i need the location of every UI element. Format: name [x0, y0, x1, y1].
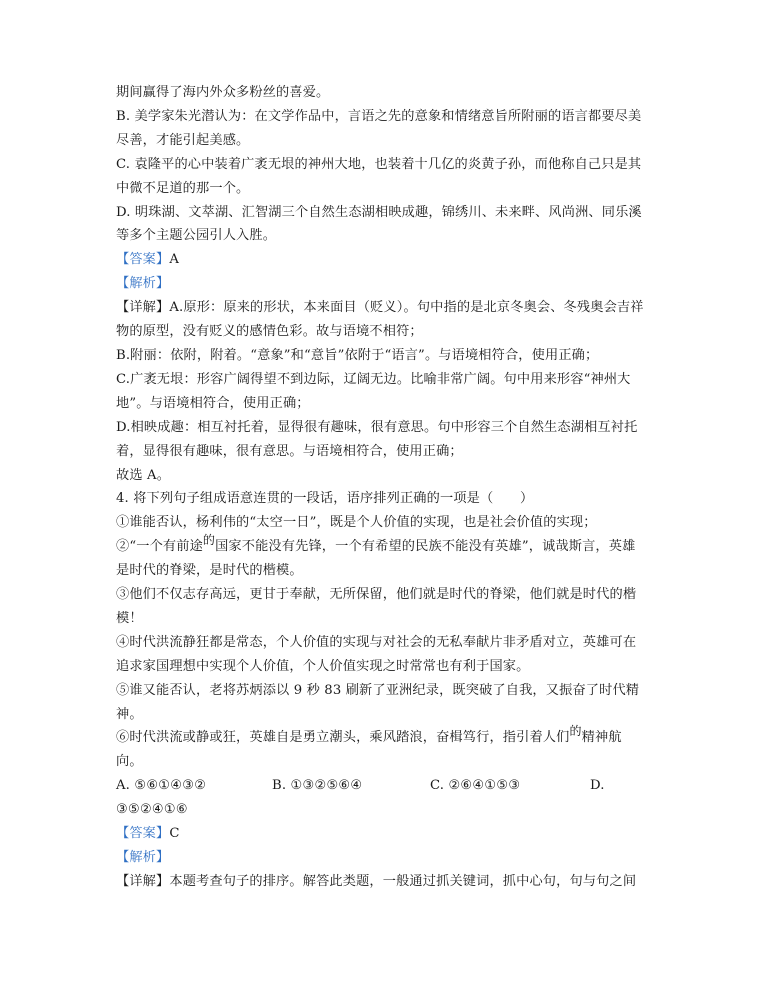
sentence-6 — [116, 726, 656, 750]
option-c-line: C. 袁隆平的心中装着广袤无垠的神州大地，也装着十几亿的炎黄子孙，而他称自己只是其 — [116, 156, 642, 172]
sentence-1: ①谁能否认，杨利伟的“太空一日”，既是个人价值的实现，也是社会价值的实现； — [116, 515, 597, 531]
sentence-4-cont: 追求家国理想中实现个人价值，个人价值实现之时常常也有利于国家。 — [116, 658, 530, 674]
detail-text: 物的原型，没有贬义的感情色彩。故与语境不相符； — [116, 324, 423, 340]
answer-value: A — [169, 252, 180, 268]
sentence-text: 国家不能没有先锋，一个有希望的民族不能没有英雄”，诚哉斯言，英雄 — [215, 539, 636, 555]
sentence-2 — [116, 535, 656, 559]
text-line: 中微不足道的那一个。 — [116, 180, 250, 196]
text-line: 期间赢得了海内外众多粉丝的喜爱。 — [116, 85, 330, 100]
detail-text: 本题考查句子的排序。解答此类题，一般通过抓关键词，抓中心句，句与句之间 — [169, 873, 637, 889]
superscript-char: 的 — [569, 724, 582, 739]
option-d: D. — [590, 778, 605, 794]
document-body — [116, 81, 656, 894]
detail-text: 地”。与语境相符合，使用正确； — [116, 395, 310, 411]
analysis-line-1 — [116, 272, 656, 296]
detail-tag: 【详解】 — [116, 300, 170, 316]
detail-text: D.相映成趣：相互衬托着，显得很有趣味，很有意思。句中形容三个自然生态湖相互衬托 — [116, 419, 638, 435]
detail-line — [116, 296, 656, 320]
sentence-3-cont: 模！ — [116, 610, 143, 626]
sentence-6-cont: 向。 — [116, 754, 143, 770]
answer-options — [116, 774, 656, 798]
answer-line-2 — [116, 822, 656, 846]
sentence-2-cont: 是时代的脊梁，是时代的楷模。 — [116, 563, 303, 579]
sentence-5: ⑤谁又能否认，老将苏炳添以 9 秒 83 刷新了亚洲纪录，既突破了自我，又振奋了时代精 — [116, 682, 640, 698]
conclusion-line: 故选 A。 — [116, 467, 171, 483]
option-d-line: D. 明珠湖、文萃湖、汇智湖三个自然生态湖相映成趣，锦绣川、未来畔、风尚洲、同乐溪 — [116, 204, 642, 220]
question-stem: 4. 将下列句子组成语意连贯的一段话，语序排列正确的一项是（ ） — [116, 491, 534, 507]
analysis-tag: 【解析】 — [116, 850, 170, 865]
sentence-3: ③他们不仅志存高远，更甘于奉献，无所保留，他们就是时代的脊梁，他们就是时代的楷 — [116, 587, 637, 603]
sentence-4: ④时代洪流静狂都是常态，个人价值的实现与对社会的无私奉献片非矛盾对立，英雄可在 — [116, 634, 637, 650]
superscript-char: 的 — [202, 533, 216, 548]
text-line: 等多个主题公园引人入胜。 — [116, 228, 277, 244]
sentence-text: ②“一个有前途 — [116, 539, 203, 555]
detail-line-2 — [116, 870, 656, 894]
detail-text: C.广袤无垠：形容广阔得望不到边际，辽阔无边。比喻非常广阔。句中用来形容“神州大 — [116, 371, 631, 387]
text-line: 尽善，才能引起美感。 — [116, 132, 250, 148]
detail-text: B.附丽：依附，附着。“意象”和“意旨”依附于“语言”。与语境相符合，使用正确； — [116, 347, 599, 363]
detail-text: 着，显得很有趣味，很有意思。与语境相符合，使用正确； — [116, 443, 463, 459]
answer-line-1 — [116, 248, 656, 272]
sentence-text: ⑥时代洪流或静或狂，英雄自是勇立潮头，乘风踏浪，奋楫笃行，指引着人们 — [116, 730, 570, 746]
option-a: A. ⑤⑥①④③② — [116, 778, 207, 794]
analysis-tag: 【解析】 — [116, 276, 170, 292]
sentence-5-cont: 神。 — [116, 706, 143, 722]
answer-tag: 【答案】 — [116, 826, 170, 842]
option-d-value: ③⑤②④①⑥ — [116, 802, 188, 818]
option-b-line: B. 美学家朱光潜认为：在文学作品中，言语之先的意象和情绪意旨所附丽的语言都要尽美 — [116, 108, 642, 124]
detail-tag: 【详解】 — [116, 873, 170, 889]
sentence-text: 精神航 — [581, 730, 622, 746]
detail-text: A.原形：原来的形状，本来面目（贬义）。句中指的是北京冬奥会、冬残奥会吉祥 — [169, 300, 644, 316]
answer-tag: 【答案】 — [116, 252, 170, 268]
option-b: B. ①③②⑤⑥④ — [272, 778, 363, 794]
option-c: C. ②⑥④①⑤③ — [430, 778, 521, 794]
analysis-line-2 — [116, 846, 656, 870]
answer-value: C — [169, 826, 180, 842]
